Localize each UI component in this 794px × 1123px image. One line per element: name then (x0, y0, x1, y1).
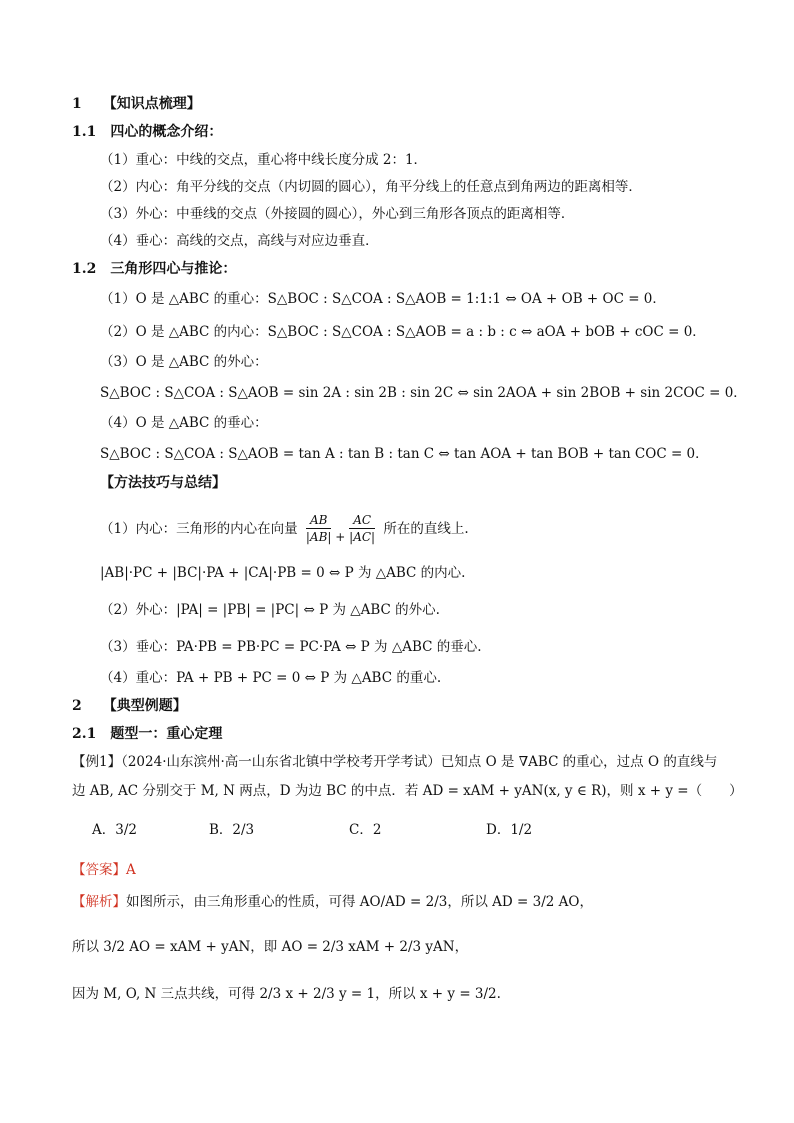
section-2-heading: 2 【典型例题】 (72, 698, 187, 714)
inference-item-2: （2）O 是 △ABC 的内心：S△BOC : S△COA : S△AOB = a : b : c ⇔ aOA + bOB + cOC = 0． (100, 324, 706, 340)
option-b: B．2/3 (209, 822, 255, 838)
incenter-vector-expression: $\frac{AB}{|AB|}$ + $\frac{AC}{|AC|}$ (305, 513, 376, 544)
method-item-3: （3）垂心：PA·PB = PB·PC = PC·PA ⇔ P 为 △ABC 的垂心. (100, 639, 482, 655)
analysis-line-3: 因为 M, O, N 三点共线，可得 2/3 x + 2/3 y = 1，所以 x + y = 3/2. (72, 986, 501, 1002)
concept-item-2: （2）内心：角平分线的交点（内切圆的圆心），角平分线上的任意点到角两边的距离相等． (100, 179, 642, 195)
subsection-1-2-heading: 1.2 三角形四心与推论： (72, 261, 237, 277)
example-1-line-2: 边 AB, AC 分别交于 M, N 两点，D 为边 BC 的中点．若 AD = xAM + yAN(x, y ∈ R)，则 x + y =（ ） (72, 783, 743, 799)
method-item-1-tail: 所在的直线上. (383, 521, 469, 537)
concept-item-3: （3）外心：中垂线的交点（外接圆的圆心），外心到三角形各顶点的距离相等． (100, 206, 575, 222)
analysis-line-1 (72, 892, 593, 912)
inference-item-3-formula: S△BOC : S△COA : S△AOB = sin 2A : sin 2B : sin 2C ⇔ sin 2AOA + sin 2BOB + sin 2COC = 0． (100, 385, 747, 401)
inference-item-4: （4）O 是 △ABC 的垂心： (100, 415, 268, 431)
subsection-1-1-heading: 1.1 四心的概念介绍： (72, 124, 223, 140)
concept-item-4: （4）垂心：高线的交点，高线与对应边垂直． (100, 233, 379, 249)
method-item-1-text: （1）内心：三角形的内心在向量 (100, 521, 298, 537)
inference-item-3: （3）O 是 △ABC 的外心： (100, 354, 268, 370)
inference-item-4-formula: S△BOC : S△COA : S△AOB = tan A : tan B : tan C ⇔ tan AOA + tan BOB + tan COC = 0． (100, 446, 709, 462)
option-c: C．2 (349, 822, 382, 838)
method-item-1-formula: |AB|·PC + |BC|·PA + |CA|·PB = 0 ⇔ P 为 △ABC 的内心. (100, 565, 466, 581)
answer-label: 【答案】A (72, 862, 136, 878)
subsection-2-1-heading: 2.1 题型一：重心定理 (72, 726, 223, 742)
option-d: D．1/2 (486, 822, 533, 838)
section-1-heading: 1 【知识点梳理】 (72, 96, 201, 112)
analysis-tag: 【解析】如图所示，由三角形重心的性质，可得 AO/AD = 2/3，所以 AD = 3/2 AO， (72, 894, 593, 910)
analysis-line-2: 所以 3/2 AO = xAM + yAN，即 AO = 2/3 xAM + 2/3 yAN， (72, 939, 469, 955)
method-item-2: （2）外心：|PA| = |PB| = |PC| ⇔ P 为 △ABC 的外心. (100, 602, 440, 618)
inference-item-1: （1）O 是 △ABC 的重心：S△BOC : S△COA : S△AOB = 1:1:1 ⇔ OA + OB + OC = 0． (100, 291, 666, 307)
example-1-line-1: 【例1】（2024·山东滨州·高一山东省北镇中学校考开学考试）已知点 O 是 ∇ABC 的重心，过点 O 的直线与 (72, 754, 718, 770)
method-item-1 (100, 512, 469, 547)
concept-item-1: （1）重心：中线的交点，重心将中线长度分成 2：1． (100, 152, 428, 168)
method-heading: 【方法技巧与总结】 (100, 475, 226, 491)
option-a: A．3/2 (92, 822, 137, 838)
method-item-4: （4）重心：PA + PB + PC = 0 ⇔ P 为 △ABC 的重心. (100, 670, 442, 686)
